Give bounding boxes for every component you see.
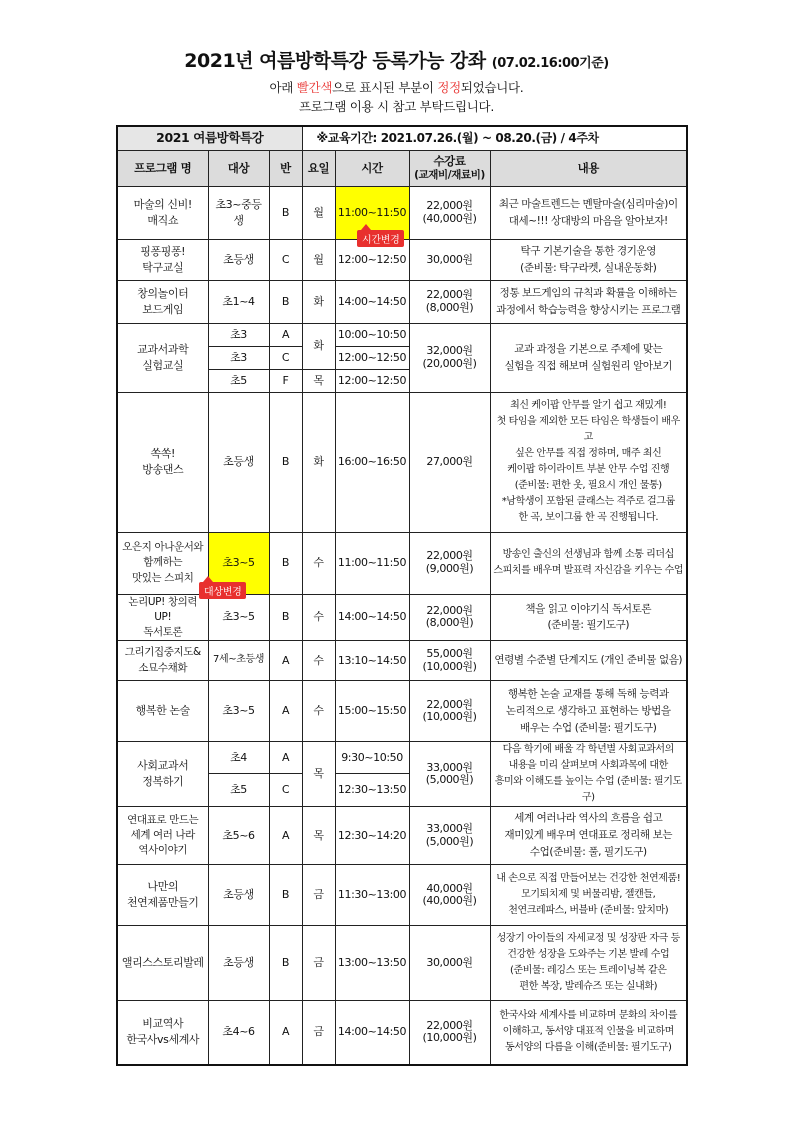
time-cell: 9:30~10:50 xyxy=(335,742,409,774)
target-cell: 초5~6 xyxy=(208,807,269,865)
col-header-fee xyxy=(409,150,490,186)
content-cell: 성장기 아이들의 자세교정 및 성장판 자극 등 건강한 성장을 도와주는 기본 발레 수업 (준비물: 레깅스 또는 트레이닝복 같은 편한 복장, 발레슈즈 또는 실내화) xyxy=(490,926,687,1001)
program-name: 창의놀이터 보드게임 xyxy=(117,280,208,323)
class-cell: A xyxy=(269,1001,302,1065)
time-cell: 12:00~12:50 xyxy=(335,239,409,280)
content-cell: 다음 학기에 배울 각 학년별 사회교과서의 내용을 미리 살펴보며 사회과목에 대한 흥미와 이해도를 높이는 수업 (준비물: 필기도구) xyxy=(490,742,687,807)
fee-cell: 33,000원 (5,000원) xyxy=(409,807,490,865)
col-header-class: 반 xyxy=(269,150,302,186)
class-cell: B xyxy=(269,926,302,1001)
time-cell: 12:30~14:20 xyxy=(335,807,409,865)
time-cell: 13:10~14:50 xyxy=(335,641,409,681)
content-cell: 책을 읽고 이야기식 독서토론 (준비물: 필기도구) xyxy=(490,594,687,641)
target-cell: 초등생 xyxy=(208,392,269,532)
table-row xyxy=(117,641,687,681)
class-cell: A xyxy=(269,641,302,681)
content-cell: 행복한 논술 교재를 통해 독해 능력과 논리적으로 생각하고 표현하는 방법을 배우는 수업 (준비물: 필기도구) xyxy=(490,681,687,742)
time-cell: 10:00~10:50 xyxy=(335,323,409,346)
program-name: 마술의 신비! 매직쇼 xyxy=(117,186,208,239)
table-row xyxy=(117,280,687,323)
fee-cell: 32,000원 (20,000원) xyxy=(409,323,490,392)
day-cell: 목 xyxy=(302,369,335,392)
program-name: 나만의 천연제품만들기 xyxy=(117,865,208,926)
day-cell: 금 xyxy=(302,1001,335,1065)
content-cell: 내 손으로 직접 만들어보는 건강한 천연제품! 모기퇴치제 및 버물리밤, 젤캔들, 천연크레파스, 버블바 (준비물: 앞치마) xyxy=(490,865,687,926)
caption-row xyxy=(117,126,687,150)
program-name: 쏙쏙! 방송댄스 xyxy=(117,392,208,532)
program-name: 비교역사 한국사vs세계사 xyxy=(117,1001,208,1065)
table-row xyxy=(117,926,687,1001)
class-cell: B xyxy=(269,186,302,239)
notice-red-text: 정정 xyxy=(437,80,461,95)
notice-red-text: 빨간색 xyxy=(296,80,333,95)
day-cell: 월 xyxy=(302,239,335,280)
fee-cell: 22,000원 (40,000원) xyxy=(409,186,490,239)
time-cell: 12:00~12:50 xyxy=(335,346,409,369)
notice-text: 아래 xyxy=(269,80,297,95)
title-text: 2021년 여름방학특강 등록가능 강좌 xyxy=(184,50,486,72)
fee-cell: 33,000원 (5,000원) xyxy=(409,742,490,807)
day-cell: 화 xyxy=(302,323,335,369)
program-name: 사회교과서 정복하기 xyxy=(117,742,208,807)
target-cell: 초등생 xyxy=(208,926,269,1001)
table-caption: 2021 여름방학특강 xyxy=(117,126,302,150)
class-cell: B xyxy=(269,280,302,323)
day-cell: 금 xyxy=(302,865,335,926)
class-cell: A xyxy=(269,323,302,346)
fee-cell: 27,000원 xyxy=(409,392,490,532)
table-row xyxy=(117,681,687,742)
col-header-content: 내용 xyxy=(490,150,687,186)
fee-cell: 22,000원 (9,000원) xyxy=(409,532,490,594)
program-name: 핑퐁핑퐁! 탁구교실 xyxy=(117,239,208,280)
col-header-program: 프로그램 명 xyxy=(117,150,208,186)
program-name: 교과서과학 실험교실 xyxy=(117,323,208,392)
table-row xyxy=(117,1001,687,1065)
target-cell: 초3~5 xyxy=(208,594,269,641)
class-cell: A xyxy=(269,742,302,774)
table-row xyxy=(117,594,687,641)
class-cell: C xyxy=(269,774,302,807)
class-cell: F xyxy=(269,369,302,392)
time-change-tag: 시간변경 xyxy=(357,230,404,247)
program-name: 앨리스스토리발레 xyxy=(117,926,208,1001)
content-cell: 방송인 출신의 선생님과 함께 소통 리더십 스피치를 배우며 발표력 자신감을 키우는 수업 xyxy=(490,532,687,594)
target-cell: 초1~4 xyxy=(208,280,269,323)
content-cell: 최근 마술트렌드는 멘탈마술(심리마술)이 대세~!!! 상대방의 마음을 알아보자! xyxy=(490,186,687,239)
fee-cell: 30,000원 xyxy=(409,926,490,1001)
col-header-target: 대상 xyxy=(208,150,269,186)
target-cell: 초3 xyxy=(208,323,269,346)
education-period: ※교육기간: 2021.07.26.(월) ~ 08.20.(금) / 4주차 xyxy=(302,126,687,150)
notice-line-1 xyxy=(0,78,793,96)
day-cell: 월 xyxy=(302,186,335,239)
target-cell: 초등생 xyxy=(208,865,269,926)
fee-header-sub: (교재비/재료비) xyxy=(414,169,485,181)
time-cell: 13:00~13:50 xyxy=(335,926,409,1001)
target-cell: 7세~초등생 xyxy=(208,641,269,681)
content-cell: 정통 보드게임의 규칙과 확률을 이해하는 과정에서 학습능력을 향상시키는 프로그램 xyxy=(490,280,687,323)
class-cell: B xyxy=(269,594,302,641)
program-name: 오은지 아나운서와 함께하는 맛있는 스피치 xyxy=(117,532,208,594)
day-cell: 화 xyxy=(302,280,335,323)
time-cell: 12:30~13:50 xyxy=(335,774,409,807)
content-cell: 탁구 기본기술을 통한 경기운영 (준비물: 탁구라켓, 실내운동화) xyxy=(490,239,687,280)
target-cell-changed: 초3~5 xyxy=(208,532,269,594)
day-cell: 목 xyxy=(302,807,335,865)
fee-cell: 22,000원 (8,000원) xyxy=(409,280,490,323)
day-cell: 금 xyxy=(302,926,335,1001)
class-cell: A xyxy=(269,681,302,742)
target-cell: 초등생 xyxy=(208,239,269,280)
time-cell: 11:00~11:50 xyxy=(335,532,409,594)
class-cell: B xyxy=(269,865,302,926)
notice-text: 되었습니다. xyxy=(460,80,524,95)
time-cell-changed: 11:00~11:50 xyxy=(335,186,409,239)
fee-header-text: 수강료 xyxy=(433,153,466,168)
target-cell: 초5 xyxy=(208,369,269,392)
time-cell: 11:30~13:00 xyxy=(335,865,409,926)
fee-cell: 40,000원 (40,000원) xyxy=(409,865,490,926)
time-cell: 15:00~15:50 xyxy=(335,681,409,742)
program-name: 연대표로 만드는 세계 여러 나라 역사이야기 xyxy=(117,807,208,865)
target-cell: 초4~6 xyxy=(208,1001,269,1065)
fee-cell: 55,000원 (10,000원) xyxy=(409,641,490,681)
day-cell: 수 xyxy=(302,532,335,594)
time-cell: 14:00~14:50 xyxy=(335,594,409,641)
target-cell: 초3 xyxy=(208,346,269,369)
fee-cell: 22,000원 (10,000원) xyxy=(409,681,490,742)
target-cell: 초3~중등생 xyxy=(208,186,269,239)
class-cell: A xyxy=(269,807,302,865)
time-cell: 14:00~14:50 xyxy=(335,280,409,323)
target-cell: 초3~5 xyxy=(208,681,269,742)
content-cell: 최신 케이팝 안무를 알기 쉽고 재밌게! 첫 타임을 제외한 모든 타임은 학생들이 배우고 싶은 안무를 직접 정하며, 매주 최신 케이팝 하이라이트 부분 안무 수업 진행 (준비물: 편한 옷, 필요시 개인 물통) *남학생이 포함된 클래스는 격주로 걸그룹 한 곡, 보이그룹 한 곡 진행됩니다. xyxy=(490,392,687,532)
program-name: 그리기집중지도& 소묘수채화 xyxy=(117,641,208,681)
page-title xyxy=(0,46,793,73)
day-cell: 화 xyxy=(302,392,335,532)
fee-cell: 30,000원 xyxy=(409,239,490,280)
fee-cell: 22,000원 (10,000원) xyxy=(409,1001,490,1065)
day-cell: 목 xyxy=(302,742,335,807)
notice-line-2: 프로그램 이용 시 참고 부탁드립니다. xyxy=(299,99,494,114)
day-cell: 수 xyxy=(302,641,335,681)
program-name: 행복한 논술 xyxy=(117,681,208,742)
col-header-time: 시간 xyxy=(335,150,409,186)
target-cell: 초5 xyxy=(208,774,269,807)
class-cell: C xyxy=(269,239,302,280)
day-cell: 수 xyxy=(302,681,335,742)
class-cell: C xyxy=(269,346,302,369)
header-row xyxy=(117,150,687,186)
program-name: 논리UP! 창의력UP! 독서토론 xyxy=(117,594,208,641)
time-cell: 14:00~14:50 xyxy=(335,1001,409,1065)
table-row xyxy=(117,323,687,346)
table-row xyxy=(117,865,687,926)
target-cell: 초4 xyxy=(208,742,269,774)
target-change-tag: 대상변경 xyxy=(199,582,246,599)
class-cell: B xyxy=(269,392,302,532)
title-note: (07.02.16:00기준) xyxy=(491,56,609,71)
table-row xyxy=(117,807,687,865)
notice-text: 으로 표시된 부분이 xyxy=(332,80,438,95)
content-cell: 연령별 수준별 단계지도 (개인 준비물 없음) xyxy=(490,641,687,681)
class-cell: B xyxy=(269,532,302,594)
content-cell: 세계 여러나라 역사의 흐름을 쉽고 재미있게 배우며 연대표로 정리해 보는 수업(준비물: 풀, 필기도구) xyxy=(490,807,687,865)
col-header-day: 요일 xyxy=(302,150,335,186)
content-cell: 한국사와 세계사를 비교하며 문화의 차이를 이해하고, 동서양 대표적 인물을 비교하며 동서양의 다름을 이해(준비물: 필기도구) xyxy=(490,1001,687,1065)
fee-cell: 22,000원 (8,000원) xyxy=(409,594,490,641)
day-cell: 수 xyxy=(302,594,335,641)
table-row xyxy=(117,742,687,774)
content-cell: 교과 과정을 기본으로 주제에 맞는 실험을 직접 해보며 실험원리 알아보기 xyxy=(490,323,687,392)
table-row xyxy=(117,392,687,532)
time-cell: 16:00~16:50 xyxy=(335,392,409,532)
time-cell: 12:00~12:50 xyxy=(335,369,409,392)
